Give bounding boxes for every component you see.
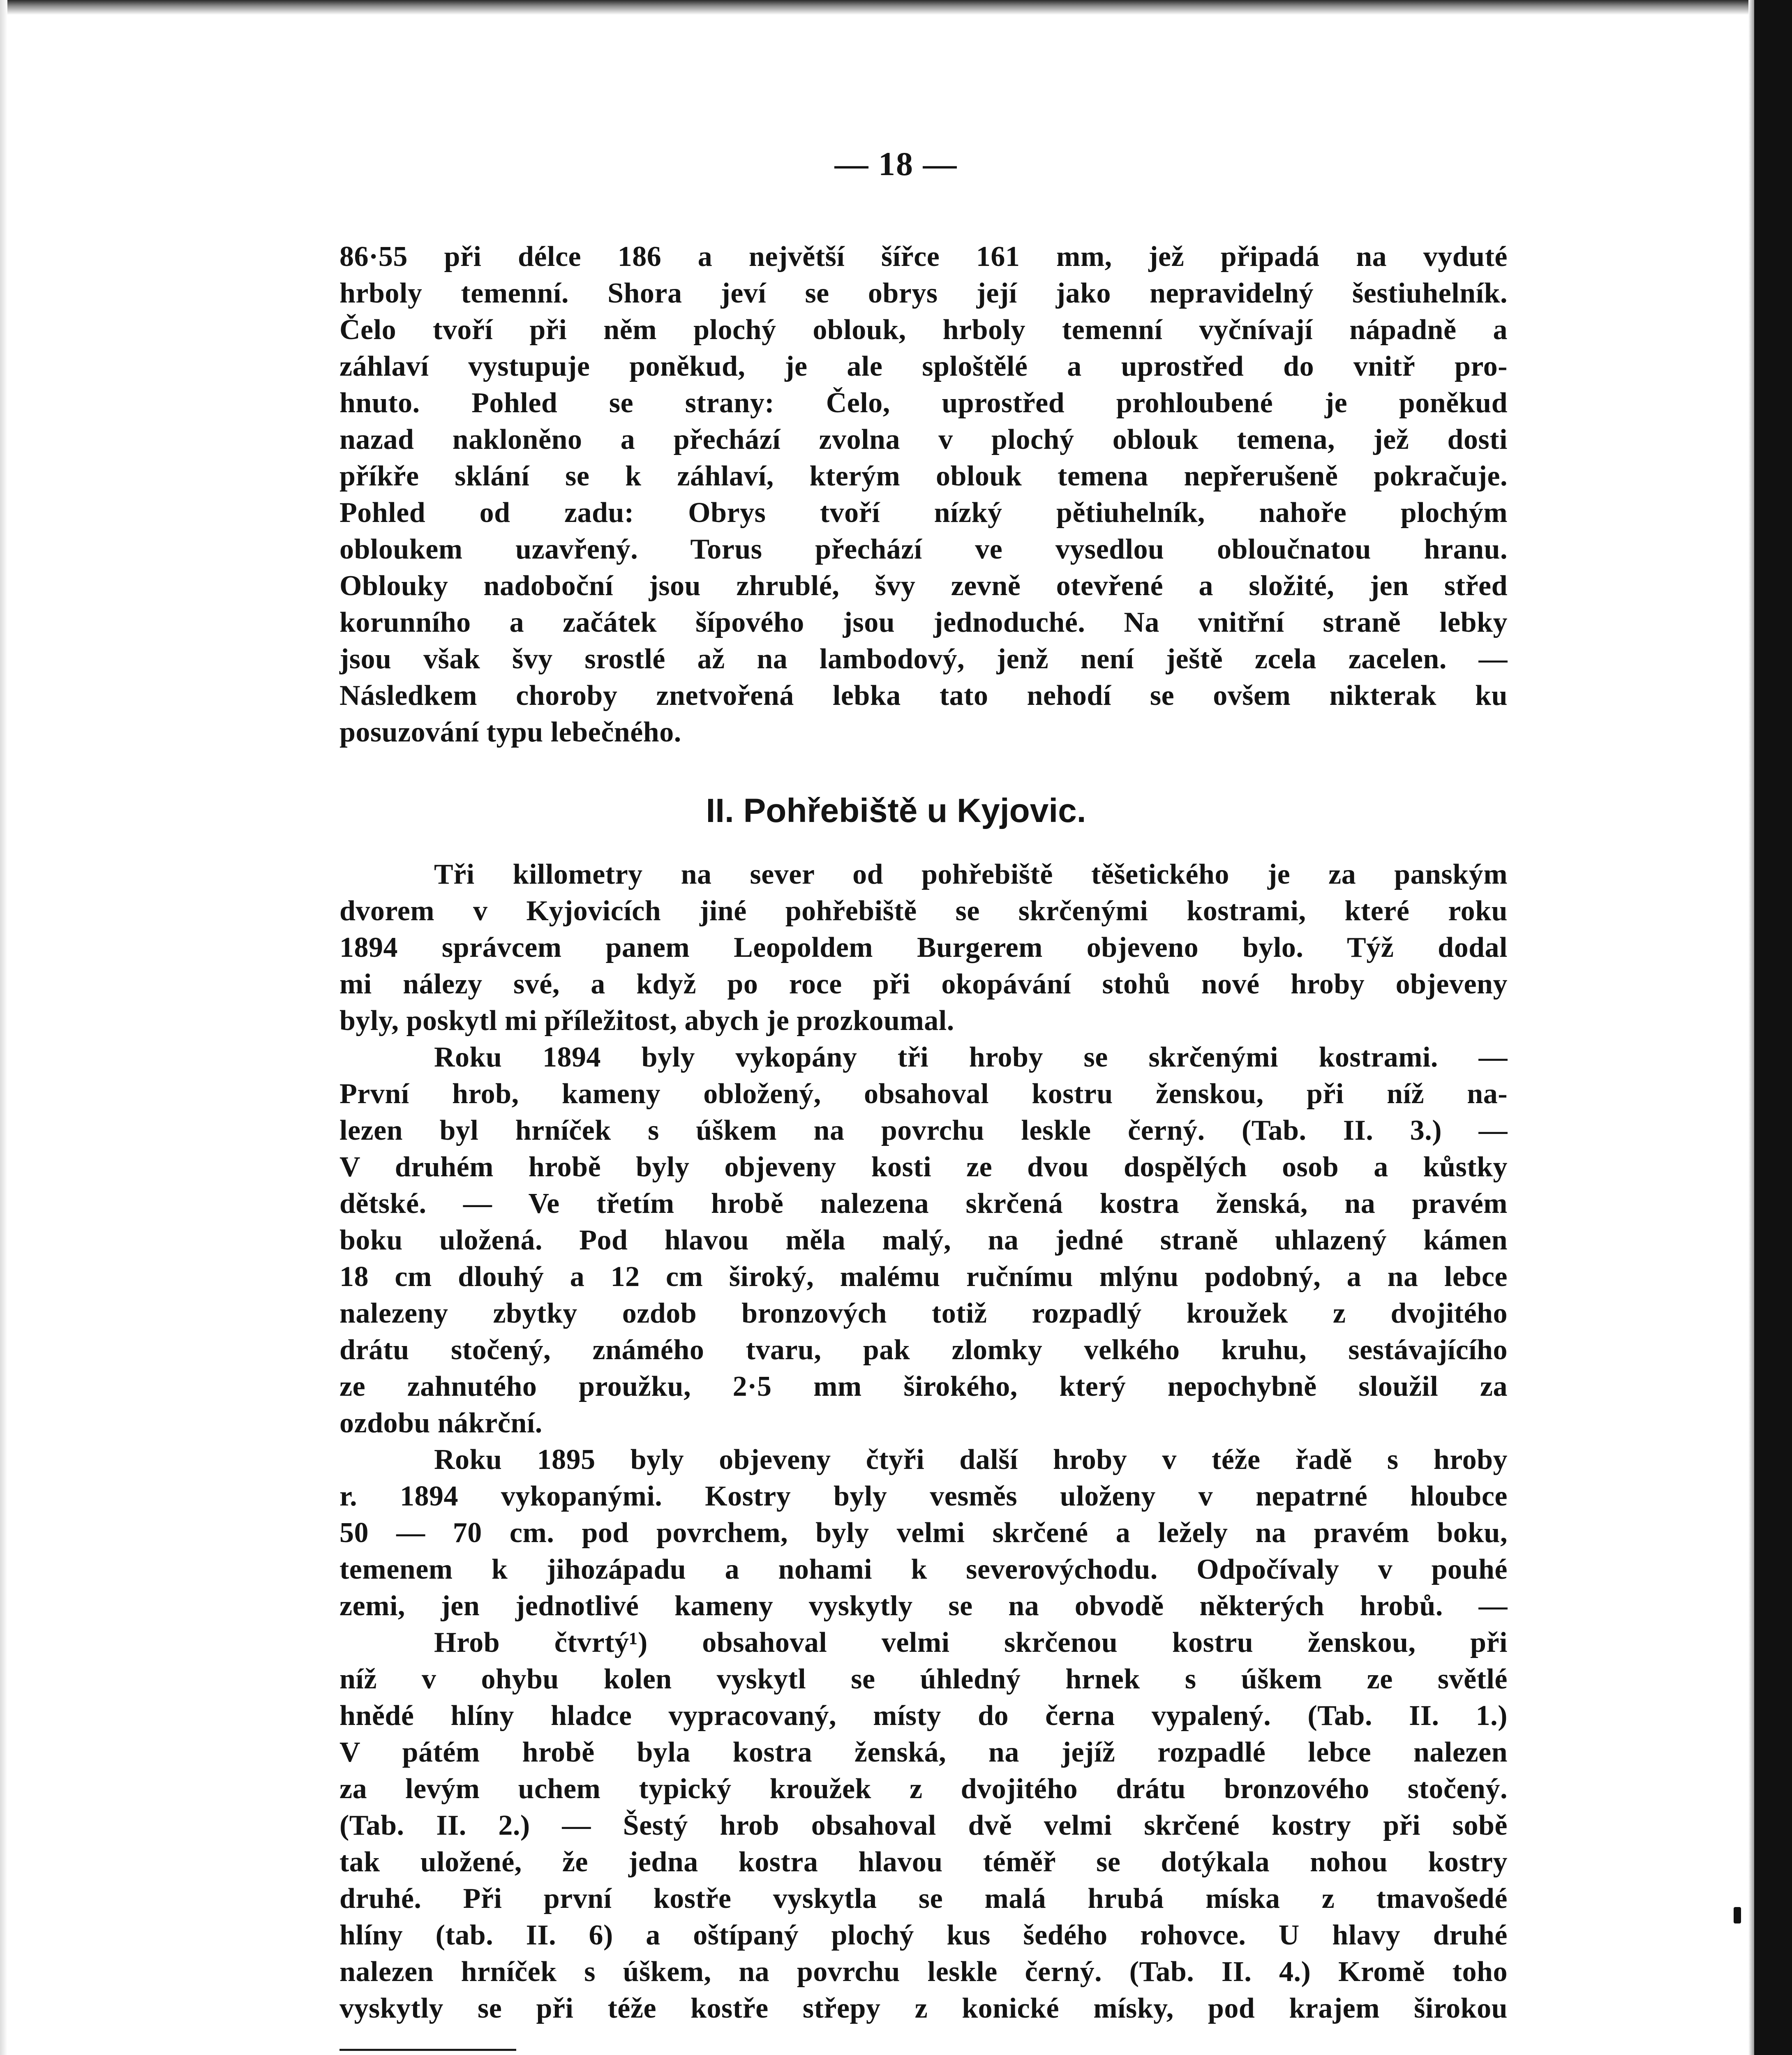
text-line: za levým uchem typický kroužek z dvojitého drátu bronzového stočený. [339,1773,1508,1805]
footnote-rule [339,2049,516,2051]
scan-edge-top [0,0,1792,15]
section-heading: II. Pohřebiště u Kyjovic. [706,792,1086,829]
text-line: hnuto. Pohled se strany: Čelo, uprostřed prohloubené je poněkud [339,387,1508,419]
scan-edge-left [0,0,7,2055]
text-line: r. 1894 vykopanými. Kostry byly vesměs uloženy v nepatrné hloubce [339,1480,1508,1512]
text-line: Oblouky nadoboční jsou zhrublé, švy zevně otevřené a složité, jen střed [339,570,1508,602]
text-line: Čelo tvoří při něm plochý oblouk, hrboly temenní vyčnívají nápadně a [339,314,1508,346]
text-line: záhlaví vystupuje poněkud, je ale sploštělé a uprostřed do vnitř pro- [339,351,1508,382]
text-line: jsou však švy srostlé až na lambodový, jenž není ještě zcela zacelen. — [339,643,1508,675]
text-line: hrboly temenní. Shora jeví se obrys její jako nepravidelný šestiuhelník. [339,277,1508,309]
text-line: druhé. Při první kostře vyskytla se malá hrubá míska z tmavošedé [339,1883,1508,1914]
text-line: Roku 1895 byly objeveny čtyři další hroby v téže řadě s hroby [434,1444,1508,1475]
page-number: — 18 — [834,145,958,182]
text-line: lezen byl hrníček s úškem na povrchu leskle černý. (Tab. II. 3.) — [339,1115,1508,1146]
text-line: (Tab. II. 2.) — Šestý hrob obsahoval dvě velmi skrčené kostry při sobě [339,1810,1508,1841]
text-line: níž v ohybu kolen vyskytl se úhledný hrnek s úškem ze světlé [339,1663,1508,1695]
text-line: Pohled od zadu: Obrys tvoří nízký pětiuhelník, nahoře plochým [339,497,1508,529]
text-line: 86·55 při délce 186 a největší šířce 161 mm, jež připadá na vyduté [339,241,1508,272]
text-line: zemi, jen jednotlivé kameny vyskytly se na obvodě některých hrobů. — [339,1590,1508,1622]
text-line: První hrob, kameny obložený, obsahoval kostru ženskou, při níž na- [339,1078,1508,1110]
text-line: hnědé hlíny hladce vypracovaný, místy do černa vypalený. (Tab. II. 1.) [339,1700,1508,1732]
text-line: dvorem v Kyjovicích jiné pohřebiště se skrčenými kostrami, které roku [339,895,1508,927]
text-line: V pátém hrobě byla kostra ženská, na jejíž rozpadlé lebce nalezen [339,1736,1508,1768]
text-line: Roku 1894 byly vykopány tři hroby se skrčenými kostrami. — [434,1041,1508,1073]
text-line: boku uložená. Pod hlavou měla malý, na jedné straně uhlazený kámen [339,1224,1508,1256]
text-line: Hrob čtvrtý¹) obsahoval velmi skrčenou kostru ženskou, při [434,1627,1508,1658]
text-line: ze zahnutého proužku, 2·5 mm širokého, který nepochybně sloužil za [339,1371,1508,1402]
intro-paragraph [339,238,1508,750]
text-line: drátu stočený, známého tvaru, pak zlomky velkého kruhu, sestávajícího [339,1334,1508,1366]
text-line: temenem k jihozápadu a nohami k severovýchodu. Odpočívaly v pouhé [339,1554,1508,1585]
text-line: obloukem uzavřený. Torus přechází ve vysedlou obloučnatou hranu. [339,533,1508,565]
text-line: nalezen hrníček s úškem, na povrchu leskle černý. (Tab. II. 4.) Kromě toho [339,1956,1508,1988]
text-line: hlíny (tab. II. 6) a oštípaný plochý kus šedého rohovce. U hlavy druhé [339,1919,1508,1951]
text-line: vyskytly se při téže kostře střepy z konické mísky, pod krajem širokou [339,1993,1508,2024]
text-line: Následkem choroby znetvořená lebka tato nehodí se ovšem nikterak ku [339,680,1508,711]
scan-edge-right [1754,0,1792,2055]
text-line: tak uložené, že jedna kostra hlavou téměř se dotýkala nohou kostry [339,1846,1508,1878]
text-line: příkře sklání se k záhlaví, kterým oblouk temena nepřerušeně pokračuje. [339,460,1508,492]
text-line: mi nálezy své, a když po roce při okopávání stohů nové hroby objeveny [339,968,1508,1000]
text-line: nazad nakloněno a přechází zvolna v plochý oblouk temena, jež dosti [339,424,1508,455]
text-line: 18 cm dlouhý a 12 cm široký, malému ručnímu mlýnu podobný, a na lebce [339,1261,1508,1293]
text-line: posuzování typu lebečného. [339,716,681,748]
scan-edge-shadow [1748,0,1754,2055]
text-line: V druhém hrobě byly objeveny kosti ze dvou dospělých osob a kůstky [339,1151,1508,1183]
text-line: korunního a začátek šípového jsou jednoduché. Na vnitřní straně lebky [339,607,1508,638]
text-line: nalezeny zbytky ozdob bronzových totiž rozpadlý kroužek z dvojitého [339,1298,1508,1329]
text-line: dětské. — Ve třetím hrobě nalezena skrčená kostra ženská, na pravém [339,1188,1508,1219]
text-line: 50 — 70 cm. pod povrchem, byly velmi skrčené a ležely na pravém boku, [339,1517,1508,1549]
text-line: byly, poskytl mi příležitost, abych je prozkoumal. [339,1005,954,1037]
text-line: ozdobu nákrční. [339,1407,543,1439]
text-line: 1894 správcem panem Leopoldem Burgerem objeveno bylo. Týž dodal [339,932,1508,963]
section-body [339,856,1508,2027]
text-line: Tři killometry na sever od pohřebiště těšetického je za panským [434,859,1508,890]
scan-speck [1734,1907,1741,1923]
